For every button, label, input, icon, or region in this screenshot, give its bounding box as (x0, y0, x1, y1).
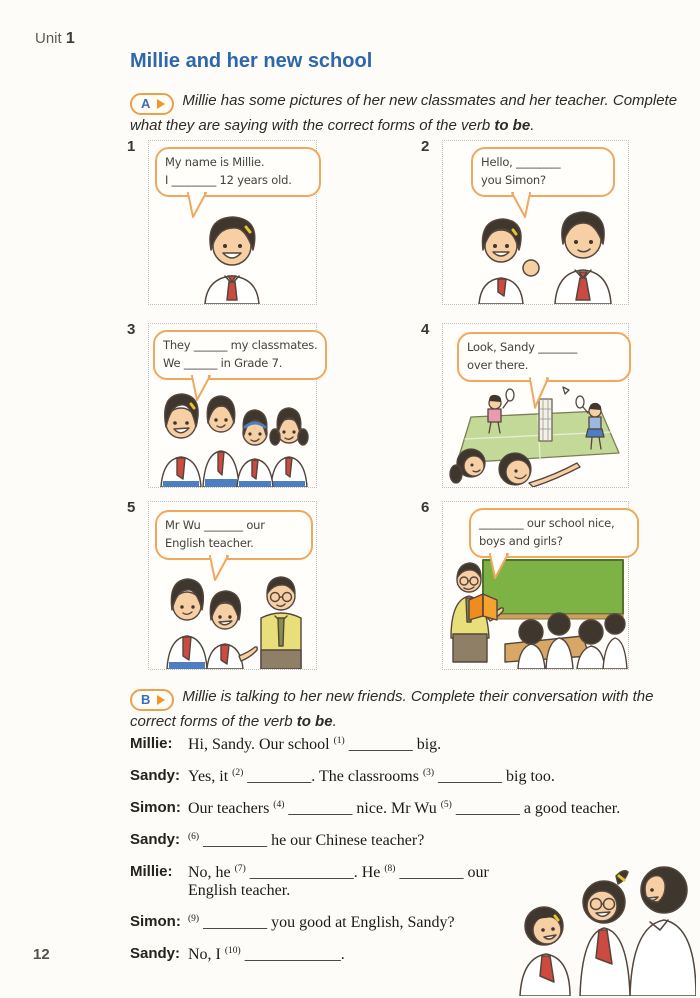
bubble-line: English teacher. (165, 535, 254, 550)
dialogue-segment-with-blank: ________ you good at English, Sandy? (199, 914, 455, 931)
bubble-tail (527, 376, 551, 410)
exercise-a-badge-letter: A (141, 96, 151, 111)
speech-bubble (153, 330, 327, 380)
dialogue-text (188, 735, 441, 755)
bubble-line: boys and girls? (479, 533, 563, 548)
panel-6-number: 6 (421, 499, 430, 516)
dialogue-segment-with-blank: ________ our (395, 864, 489, 881)
bubble-line: you Simon? (481, 172, 546, 187)
panel-3 (127, 321, 318, 488)
panel-2 (421, 138, 629, 305)
blank-number: (4) (273, 800, 285, 810)
bubble-line: over there. (467, 357, 529, 372)
students-and-mr-wu-illustration (149, 554, 316, 669)
panel-1-number: 1 (127, 138, 136, 155)
exercise-b-badge (130, 689, 174, 711)
panel-2-frame (442, 140, 629, 305)
blank-number: (7) (234, 864, 246, 874)
unit-number: 1 (65, 30, 75, 47)
panel-5-frame (148, 501, 317, 670)
blank-number: (8) (384, 864, 396, 874)
dialogue-segment: No, he (188, 864, 235, 881)
unit-word: Unit (35, 30, 62, 47)
dialogue-continuation: English teacher. (188, 882, 291, 899)
bubble-line-with-blank: Look, Sandy _______ (467, 340, 578, 354)
millie-portrait-illustration (149, 206, 316, 304)
bubble-tail (207, 554, 231, 582)
exercise-a-badge (130, 93, 174, 115)
classmates-group-illustration (149, 375, 316, 487)
panel-5-number: 5 (127, 499, 136, 516)
dialogue-row (130, 767, 690, 787)
dialogue-text (188, 863, 489, 883)
exercise-b-instruction (130, 686, 682, 733)
instruction-a-period: . (530, 116, 535, 134)
blank-number: (9) (188, 914, 200, 924)
instruction-a-text: Millie has some pictures of her new classmates and her teacher. Complete what they are saying with the correct forms of the verb (130, 92, 678, 134)
dialogue-text (188, 767, 555, 787)
bubble-tail (509, 191, 533, 219)
speech-bubble (471, 147, 615, 197)
bubble-line-with-blank: Hello, ________ (481, 155, 561, 169)
dialogue-speaker: Sandy: (130, 767, 181, 784)
exercise-b-badge-letter: B (141, 692, 151, 707)
panel-1-frame (148, 140, 317, 305)
classroom-blackboard-illustration (443, 554, 628, 669)
blank-number: (6) (188, 832, 200, 842)
dialogue-segment: Our teachers (188, 800, 274, 817)
bubble-tail (189, 374, 213, 402)
dialogue-row (130, 799, 690, 819)
panel-4-frame (442, 323, 629, 488)
dialogue-text (188, 831, 424, 851)
panel-3-frame (148, 323, 317, 488)
dialogue-segment-with-blank: _____________. He (245, 864, 385, 881)
speech-bubble (155, 147, 321, 197)
dialogue-text (188, 913, 455, 933)
panel-4-number: 4 (421, 321, 430, 338)
three-friends-illustration (500, 846, 696, 996)
dialogue-speaker: Simon: (130, 913, 181, 930)
dialogue-speaker: Sandy: (130, 831, 181, 848)
bubble-line-with-blank: Mr Wu _______ our (165, 518, 265, 532)
unit-label (35, 30, 75, 48)
dialogue-segment: Yes, it (188, 768, 233, 785)
instruction-b-period: . (332, 712, 337, 730)
exercise-a-instruction (130, 90, 682, 137)
blank-number: (2) (232, 768, 244, 778)
panel-6-frame (442, 501, 629, 670)
speech-bubble (457, 332, 631, 382)
play-triangle-icon (157, 99, 165, 109)
page-title: Millie and her new school (130, 50, 373, 72)
dialogue-segment-with-blank: ________ big. (344, 736, 442, 753)
dialogue-speaker: Simon: (130, 799, 181, 816)
page-number: 12 (33, 946, 50, 963)
dialogue-segment-with-blank: ________. The classrooms (243, 768, 423, 785)
instruction-b-bold: to be (296, 712, 333, 730)
dialogue-segment-with-blank: ________ big too. (434, 768, 555, 785)
dialogue-segment-with-blank: ____________. (240, 946, 345, 963)
dialogue-segment-with-blank: ________ he our Chinese teacher? (199, 832, 425, 849)
speech-bubble (469, 508, 639, 558)
dialogue-row (130, 735, 690, 755)
dialogue-text (188, 799, 620, 819)
bubble-line-with-blank: I ________ 12 years old. (165, 172, 292, 187)
bubble-tail (487, 552, 511, 580)
play-triangle-icon (157, 695, 165, 705)
dialogue-speaker: Millie: (130, 735, 173, 752)
bubble-line: My name is Millie. (165, 155, 265, 169)
dialogue-speaker: Millie: (130, 863, 173, 880)
instruction-a-bold: to be (494, 116, 531, 134)
panel-4 (421, 321, 629, 488)
panel-2-number: 2 (421, 138, 430, 155)
dialogue-segment: Hi, Sandy. Our school (188, 736, 334, 753)
bubble-line-with-blank: We ______ in Grade 7. (163, 355, 283, 370)
bubble-line-with-blank: They ______ my classmates. (163, 338, 318, 352)
dialogue-speaker: Sandy: (130, 945, 181, 962)
instruction-b-text: Millie is talking to her new friends. Complete their conversation with the correct forms of the verb (130, 688, 654, 730)
dialogue-segment: No, I (188, 946, 225, 963)
panel-3-number: 3 (127, 321, 136, 338)
panel-5 (127, 499, 317, 670)
panel-6 (421, 499, 629, 670)
blank-number: (5) (440, 800, 452, 810)
dialogue-segment-with-blank: ________ nice. Mr Wu (284, 800, 441, 817)
panel-1 (127, 138, 317, 305)
millie-and-simon-illustration (443, 192, 628, 304)
exercise-b-instruction-block (130, 686, 682, 733)
exercise-a-instruction-block (130, 90, 682, 137)
speech-bubble (155, 510, 313, 560)
blank-number: (3) (422, 768, 435, 778)
bubble-line-with-blank: ________ our school nice, (479, 516, 615, 530)
blank-number: (1) (333, 736, 345, 746)
bubble-tail (185, 191, 209, 219)
dialogue-text (188, 945, 345, 965)
dialogue-segment-with-blank: ________ a good teacher. (451, 800, 621, 817)
blank-number: (10) (224, 946, 241, 956)
